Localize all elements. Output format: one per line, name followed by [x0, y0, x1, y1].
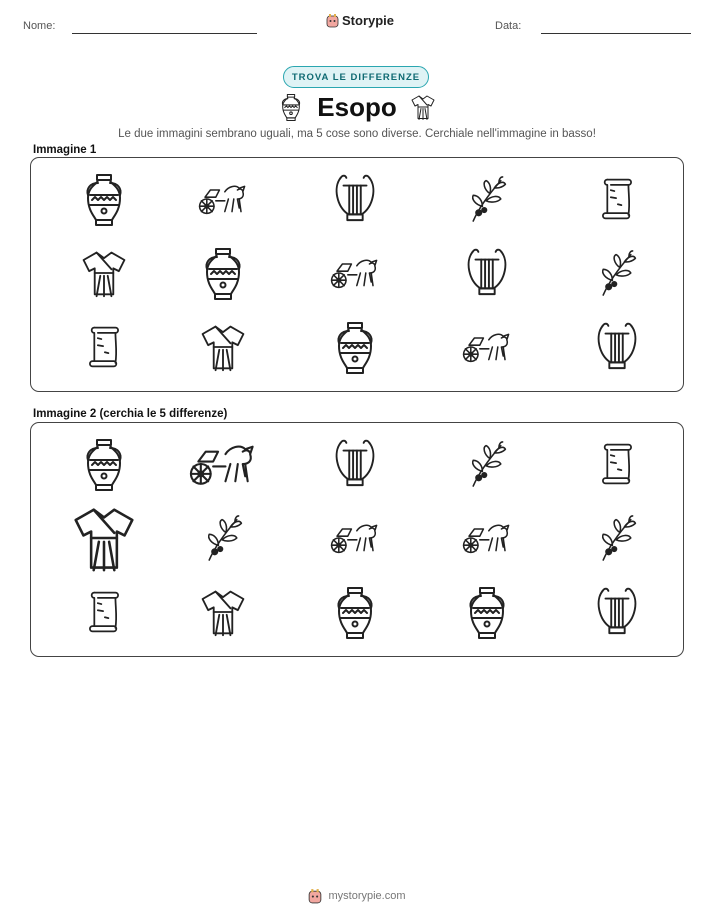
brand-name: Storypie: [342, 13, 395, 28]
amphora-icon: [79, 171, 129, 227]
image2-cell[interactable]: [320, 431, 390, 497]
date-field[interactable]: [541, 33, 691, 34]
mascot-icon: [326, 13, 339, 28]
brand-logo: [326, 13, 394, 28]
image1-cell: [320, 240, 390, 306]
scroll-icon: [82, 321, 126, 373]
image1-cell: [582, 314, 652, 380]
lyre-icon: [593, 320, 641, 374]
amphora-icon: [198, 245, 248, 301]
tunic-icon: [197, 586, 249, 638]
footer: [0, 888, 714, 904]
chariot-icon: [460, 520, 514, 556]
chariot-icon: [460, 329, 514, 365]
tunic-icon: [78, 247, 130, 299]
name-field[interactable]: [72, 33, 257, 34]
olive-icon: [464, 173, 510, 225]
image1-cell: [188, 240, 258, 306]
image1-cell: [452, 240, 522, 306]
image1-cell: [188, 166, 258, 232]
image2-cell[interactable]: [69, 505, 139, 571]
scroll-icon: [595, 173, 639, 225]
activity-badge: TROVA LE DIFFERENZE: [283, 66, 429, 88]
footer-mascot-icon: [308, 888, 322, 904]
name-label: Nome:: [23, 20, 56, 32]
chariot-icon: [186, 439, 260, 489]
image1-cell: [320, 166, 390, 232]
image1-cell: [69, 314, 139, 380]
olive-icon: [594, 512, 640, 564]
olive-icon: [464, 438, 510, 490]
title-tunic-icon: [409, 92, 437, 127]
image2-cell[interactable]: [582, 505, 652, 571]
olive-icon: [200, 512, 246, 564]
image2-cell[interactable]: [188, 579, 258, 645]
chariot-icon: [196, 181, 250, 217]
image2-label: Immagine 2 (cerchia le 5 differenze): [33, 408, 228, 420]
instructions: Le due immagini sembrano uguali, ma 5 cose sono diverse. Cerchiale nell'immagine in basso!: [118, 128, 596, 140]
image1-cell: [452, 166, 522, 232]
image1-cell: [320, 314, 390, 380]
image2-cell[interactable]: [452, 579, 522, 645]
tunic-icon: [197, 321, 249, 373]
image2-cell[interactable]: [188, 505, 258, 571]
image1-cell: [188, 314, 258, 380]
scroll-icon: [82, 586, 126, 638]
page-title: Esopo: [317, 92, 397, 122]
lyre-icon: [331, 437, 379, 491]
image2-cell[interactable]: [69, 579, 139, 645]
chariot-icon: [328, 520, 382, 556]
date-label: Data:: [495, 20, 522, 32]
tunic-icon: [68, 502, 140, 574]
amphora-icon: [330, 319, 380, 375]
image1-label: Immagine 1: [33, 144, 97, 156]
olive-icon: [594, 247, 640, 299]
image2-cell[interactable]: [188, 431, 258, 497]
chariot-icon: [328, 255, 382, 291]
lyre-icon: [331, 172, 379, 226]
image1-cell: [69, 166, 139, 232]
amphora-icon: [462, 584, 512, 640]
image1-cell: [69, 240, 139, 306]
amphora-icon: [79, 436, 129, 492]
image2-cell[interactable]: [452, 431, 522, 497]
image2-cell[interactable]: [69, 431, 139, 497]
image1-cell: [582, 166, 652, 232]
image1-panel: [30, 157, 684, 392]
image2-cell[interactable]: [452, 505, 522, 571]
footer-url: mystorypie.com: [328, 890, 406, 902]
image2-cell[interactable]: [582, 431, 652, 497]
image2-cell[interactable]: [582, 579, 652, 645]
image1-cell: [582, 240, 652, 306]
image2-cell[interactable]: [320, 505, 390, 571]
scroll-icon: [595, 438, 639, 490]
amphora-icon: [330, 584, 380, 640]
lyre-icon: [593, 585, 641, 639]
image1-cell: [452, 314, 522, 380]
lyre-icon: [463, 246, 511, 300]
image2-cell[interactable]: [320, 579, 390, 645]
image2-panel[interactable]: [30, 422, 684, 657]
